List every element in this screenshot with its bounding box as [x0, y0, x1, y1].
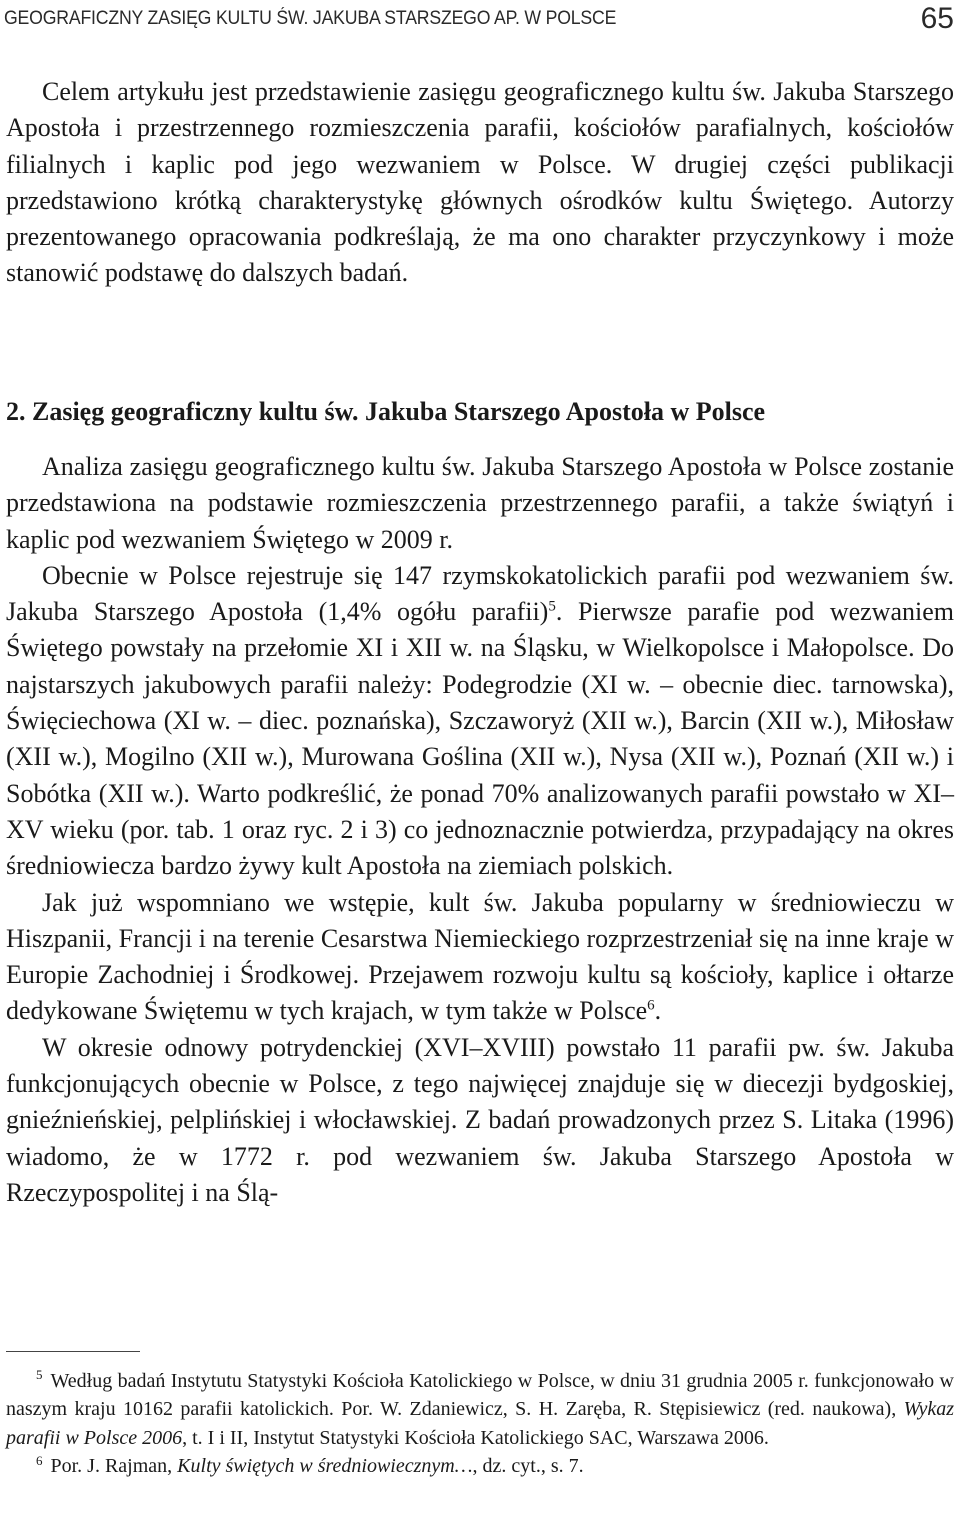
section-paragraph-4: W okresie odnowy potrydenckiej (XVI–XVIII) powstało 11 parafii pw. św. Jakuba funkcjonujących obecnie w Polsce, z tego najwięcej znajduje się w diecezji bydgoskiej, gnieźnieńskiej, pelplińskiej i włocławskiej. Z badań prowadzonych przez S. Litaka (1996) wiadomo, że w 1772 r. pod wezwaniem św. Jakuba Starszego Apostoła w Rzeczypospolitej i na Ślą-	[6, 1032, 954, 1207]
intro-section	[6, 74, 954, 292]
footnote-5-text-a: Według badań Instytutu Statystyki Kościoła Katolickiego w Polsce, w dniu 31 grudnia 2005 r. funkcjonowało w naszym kraju 10162 parafii katolickich. Por. W. Zdaniewicz, S. H. Zaręba, R. Stępisiewicz (red. naukowa),	[6, 1370, 954, 1421]
page-header	[4, 4, 954, 38]
footnote-6-text-b: , dz. cyt., s. 7.	[472, 1455, 584, 1478]
footnote-5-text-b: , t. I i II, Instytut Statystyki Kościoła Katolickiego SAC, Warszawa 2006.	[182, 1426, 769, 1449]
footnote-6-title: Kulty świętych w średniowiecznym…	[177, 1455, 473, 1478]
footnote-ref-6[interactable]: 6	[647, 997, 655, 1014]
paragraph-3-text-b: .	[654, 996, 662, 1026]
section-body	[6, 449, 954, 1211]
footnotes	[6, 1367, 954, 1481]
intro-paragraph: Celem artykułu jest przedstawienie zasięgu geograficznego kultu św. Jakuba Starszego Apostoła i przestrzennego rozmieszczenia parafii, kościołów parafialnych, kościołów filialnych i kaplic pod jego wezwaniem w Polsce. W drugiej części publikacji przedstawiono krótką charakterystykę głównych ośrodków kultu Świętego. Autorzy prezentowanego opracowania podkreślają, że ma ono charakter przyczynkowy i może stanowić podstawę do dalszych badań.	[6, 77, 954, 288]
footnote-6-number: 6	[36, 1452, 43, 1468]
footnote-ref-5[interactable]: 5	[548, 598, 556, 615]
footnote-divider	[6, 1351, 140, 1352]
footnote-6	[6, 1452, 954, 1480]
paragraph-3-text-a: Jak już wspomniano we wstępie, kult św. Jakuba popularny w średniowieczu w Hiszpanii, Francji i na terenie Cesarstwa Niemieckiego rozprzestrzeniał się na inne kraje w Europie Zachodniej i Środkowej. Przejawem rozwoju kultu są kościoły, kaplice i ołtarze dedykowane Świętemu w tych krajach, w tym także w Polsce	[6, 887, 954, 1026]
paragraph-2-text-a: Obecnie w Polsce rejestruje się 147 rzymskokatolickich parafii pod wezwaniem św. Jakuba Starszego Apostoła (1,4% ogółu parafii)	[6, 560, 954, 627]
running-title: GEOGRAFICZNY ZASIĘG KULTU ŚW. JAKUBA STARSZEGO AP. W POLSCE	[4, 8, 617, 29]
section-heading: 2. Zasięg geograficzny kultu św. Jakuba Starszego Apostoła w Polsce	[6, 397, 766, 426]
footnote-5-number: 5	[36, 1367, 43, 1383]
footnote-6-text-a: Por. J. Rajman,	[50, 1455, 178, 1478]
section-paragraph-3	[6, 885, 954, 1030]
section-paragraph-2	[6, 558, 954, 885]
paragraph-2-text-b: . Pierwsze parafie pod wezwaniem Świętego powstały na przełomie XI i XII w. na Śląsku, w Wielkopolsce i Małopolsce. Do najstarszych jakubowych parafii należy: Podegrodzie (XI w. – obecnie diec. tarnowska), Święciechowa (XI w. – diec. poznańska), Szczaworyż (XII w.), Barcin (XII w.), Miłosław (XII w.), Mogilno (XII w.), Murowana Goślina (XII w.), Nysa (XII w.), Poznań (XII w.) i Sobótka (XII w.). Warto podkreślić, że ponad 70% analizowanych parafii powstało w XI–XV wieku (por. tab. 1 oraz ryc. 2 i 3) co jednoznacznie potwierdza, przypadający na okres średniowiecza bardzo żywy kult Apostoła na ziemiach polskich.	[6, 597, 954, 881]
footnote-5	[6, 1367, 954, 1452]
page-number: 65	[920, 2, 954, 35]
section-paragraph-1: Analiza zasięgu geograficznego kultu św. Jakuba Starszego Apostoła w Polsce zostanie przedstawiona na podstawie rozmieszczenia przestrzennego parafii, a także świątyń i kaplic pod wezwaniem Świętego w 2009 r.	[6, 452, 954, 554]
footnote-5-title: Wykaz parafii w Polsce 2006	[6, 1398, 954, 1449]
